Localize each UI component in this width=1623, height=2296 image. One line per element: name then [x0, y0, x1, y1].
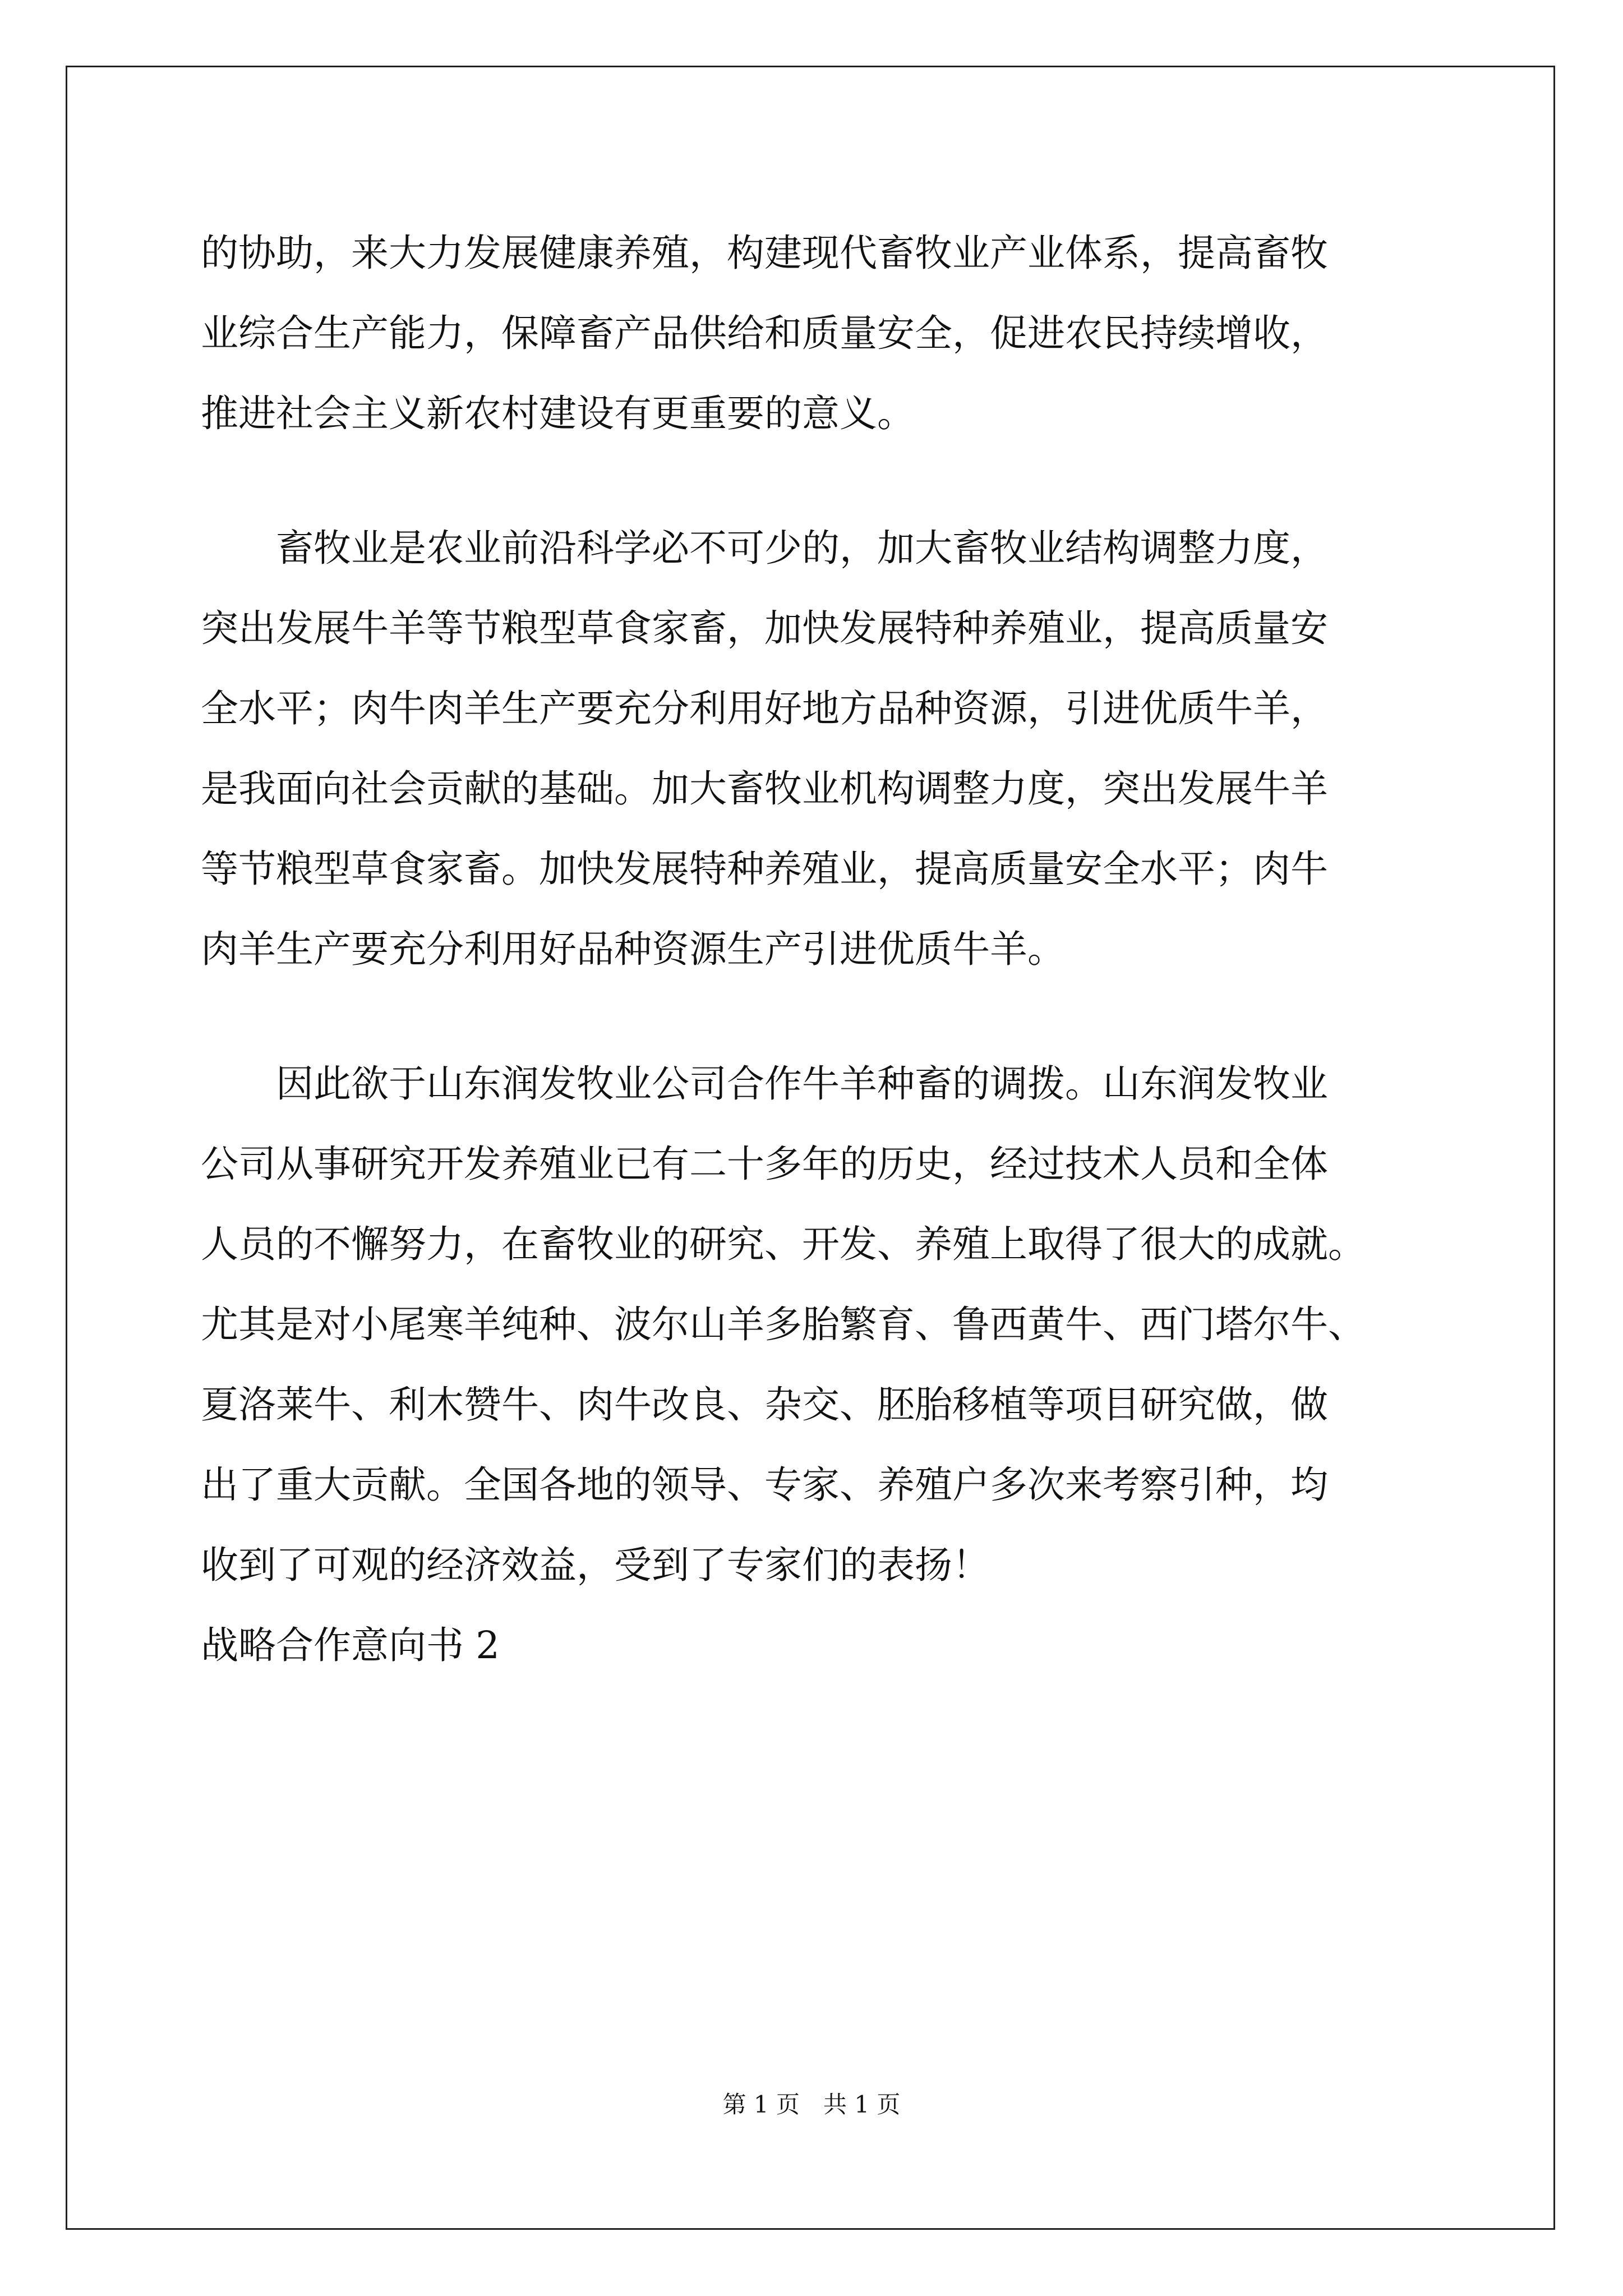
section-heading: 战略合作意向书 2	[201, 1623, 500, 1667]
text-line: 收到了可观的经济效益，受到了专家们的表扬！	[201, 1543, 990, 1587]
text-line: 推进社会主义新农村建设有更重要的意义。	[201, 392, 915, 435]
text-line: 夏洛莱牛、利木赞牛、肉牛改良、杂交、胚胎移植等项目研究做，做	[201, 1383, 1328, 1427]
paragraph-1	[201, 213, 1429, 454]
page-footer	[0, 2088, 1623, 2122]
paragraph-spacer	[201, 990, 1429, 1044]
document-body	[201, 213, 1429, 1686]
text-line: 的协助，来大力发展健康养殖，构建现代畜牧业产业体系，提高畜牧	[201, 231, 1328, 275]
text-line: 尤其是对小尾寒羊纯种、波尔山羊多胎繁育、鲁西黄牛、西门塔尔牛、	[201, 1303, 1366, 1346]
text-line: 是我面向社会贡献的基础。加大畜牧业机构调整力度，突出发展牛羊	[201, 767, 1328, 811]
text-line: 突出发展牛羊等节粮型草食家畜，加快发展特种养殖业，提高质量安	[201, 606, 1328, 650]
text-line: 肉羊生产要充分利用好品种资源生产引进优质牛羊。	[201, 927, 1065, 971]
paragraph-3	[201, 1044, 1429, 1605]
page-number: 第 1 页 共 1 页	[722, 2091, 901, 2118]
text-line: 业综合生产能力，保障畜产品供给和质量安全，促进农民持续增收，	[201, 311, 1328, 355]
paragraph-2	[201, 508, 1429, 990]
text-line: 因此欲于山东润发牧业公司合作牛羊种畜的调拨。山东润发牧业	[276, 1062, 1328, 1106]
text-line: 全水平；肉牛肉羊生产要充分利用好地方品种资源，引进优质牛羊，	[201, 687, 1328, 730]
paragraph-spacer	[201, 454, 1429, 508]
text-line: 公司从事研究开发养殖业已有二十多年的历史，经过技术人员和全体	[201, 1142, 1328, 1186]
text-line: 出了重大贡献。全国各地的领导、专家、养殖户多次来考察引种，均	[201, 1463, 1328, 1507]
text-line: 人员的不懈努力，在畜牧业的研究、开发、养殖上取得了很大的成就。	[201, 1222, 1366, 1266]
text-line: 等节粮型草食家畜。加快发展特种养殖业，提高质量安全水平；肉牛	[201, 847, 1328, 891]
text-line: 畜牧业是农业前沿科学必不可少的，加大畜牧业结构调整力度，	[276, 526, 1328, 570]
